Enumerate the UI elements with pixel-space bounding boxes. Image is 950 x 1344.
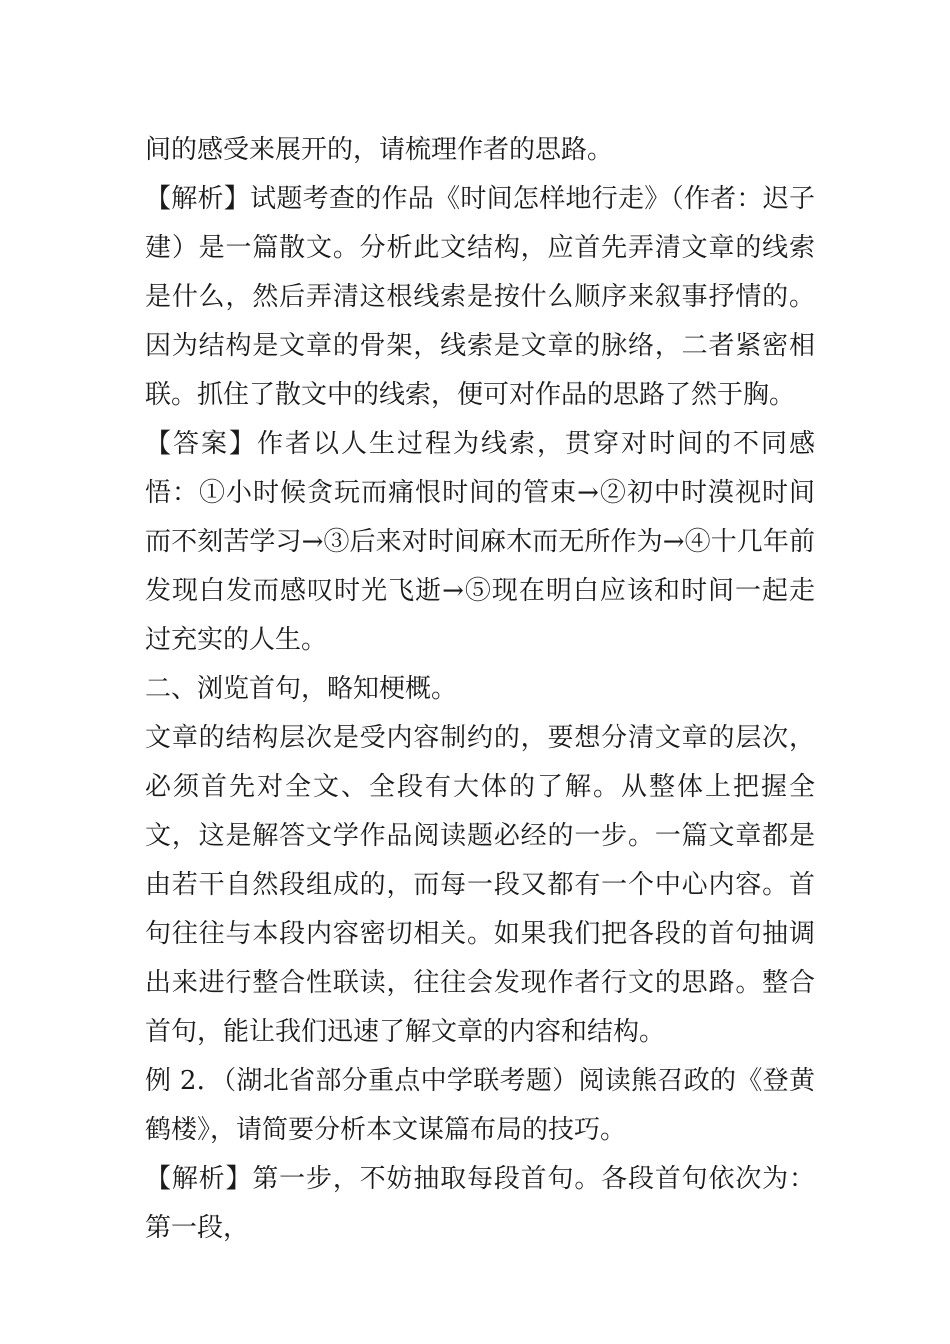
paragraph-analysis-1: 【解析】试题考查的作品《时间怎样地行走》（作者：迟子建）是一篇散文。分析此文结构，应首先弄清文章的线索是什么，然后弄清这根线索是按什么顺序来叙事抒情的。因为结构是文章的骨架，线索是文章的脉络，二者紧密相联。抓住了散文中的线索，便可对作品的思路了然于胸。 <box>145 184 815 410</box>
paragraph-answer: 【答案】作者以人生过程为线索，贯穿对时间的不同感悟：①小时候贪玩而痛恨时间的管束→②初中时漠视时间而不刻苦学习→③后来对时间麻木而无所作为→④十几年前发现白发而感叹时光飞逝→⑤现在明白应该和时间一起走过充实的人生。 <box>145 429 815 655</box>
section-heading: 二、浏览首句，略知梗概。 <box>145 674 458 704</box>
paragraph-example-2: 例 2．（湖北省部分重点中学联考题）阅读熊召政的《登黄鹤楼》，请简要分析本文谋篇布局的技巧。 <box>145 1066 815 1145</box>
paragraph-explanation: 文章的结构层次是受内容制约的，要想分清文章的层次，必须首先对全文、全段有大体的了解。从整体上把握全文，这是解答文学作品阅读题必经的一步。一篇文章都是由若干自然段组成的，而每一段又都有一个中心内容。首句往往与本段内容密切相关。如果我们把各段的首句抽调出来进行整合性联读，往往会发现作者行文的思路。整合首句，能让我们迅速了解文章的内容和结构。 <box>145 723 815 1047</box>
document-body <box>145 126 815 1253</box>
paragraph-analysis-2: 【解析】第一步，不妨抽取每段首句。各段首句依次为：第一段， <box>145 1164 815 1243</box>
paragraph-continuation: 间的感受来展开的，请梳理作者的思路。 <box>145 135 614 165</box>
